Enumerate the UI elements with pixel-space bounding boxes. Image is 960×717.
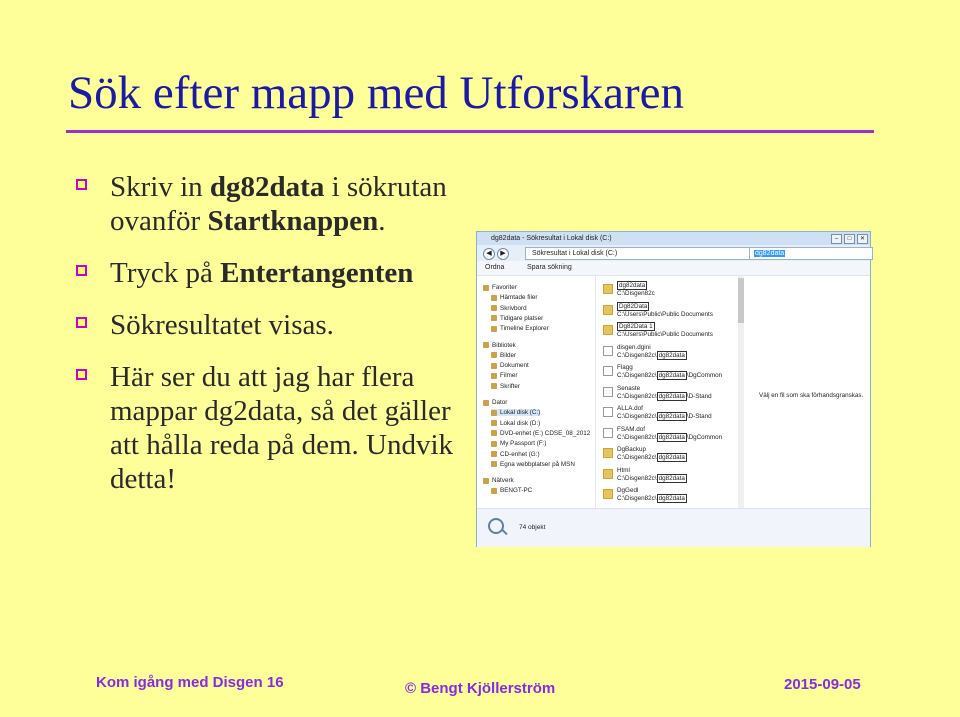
save-search-button[interactable]: Spara sökning	[527, 264, 572, 271]
location-icon	[491, 383, 497, 389]
result-path: \DgCommon	[686, 433, 723, 441]
nav-item-label: Lokal disk (C:)	[500, 409, 541, 417]
bullet-list	[74, 170, 454, 514]
nav-item[interactable]	[491, 352, 516, 359]
location-icon	[491, 305, 497, 311]
result-path: \D-Stand	[686, 413, 712, 420]
result-path: C:\Disgen82c	[617, 290, 655, 297]
location-icon	[491, 441, 497, 447]
result-item[interactable]	[603, 303, 713, 319]
folder-icon	[603, 489, 613, 499]
search-input[interactable]	[749, 247, 873, 260]
location-icon	[491, 430, 497, 436]
location-icon	[491, 326, 497, 332]
result-name: ALLA.dof	[617, 405, 643, 412]
nav-item-label: Bibliotek	[492, 341, 516, 349]
result-text	[617, 467, 687, 483]
result-text	[617, 323, 713, 339]
bullet-item	[74, 256, 454, 290]
forward-button[interactable]: ▶	[497, 248, 509, 260]
result-name: DgBackup	[617, 446, 647, 453]
nav-item[interactable]	[491, 461, 575, 468]
results-scrollbar[interactable]	[738, 276, 744, 508]
result-name: Flagg	[617, 364, 633, 371]
bullet-bold-text: Entertangenten	[220, 257, 414, 289]
nav-item[interactable]	[491, 325, 549, 332]
item-count: 74 objekt	[519, 524, 546, 531]
nav-item-label: Filmer	[500, 372, 518, 380]
result-name: Dg82Data	[619, 302, 648, 310]
nav-section-header[interactable]	[483, 477, 514, 484]
result-item[interactable]	[603, 467, 687, 483]
result-text	[617, 344, 687, 360]
result-name: DgGedl	[617, 487, 639, 494]
window-title: dg82data - Sökresultat i Lokal disk (C:)	[491, 235, 612, 242]
nav-item[interactable]	[491, 430, 590, 437]
title-underline	[66, 130, 874, 133]
result-path: C:\Users\Public\Public Documents	[617, 310, 713, 318]
footer-course: Kom igång med Disgen 16	[96, 674, 284, 691]
nav-item-label: My Passport (F:)	[500, 440, 547, 448]
nav-item-label: Lokal disk (D:)	[500, 419, 541, 427]
result-text	[617, 385, 712, 401]
section-icon	[483, 478, 489, 484]
nav-item-label: Timeline Explorer	[500, 325, 549, 333]
section-icon	[483, 342, 489, 348]
bullet-marker-icon	[76, 369, 87, 380]
nav-item[interactable]	[491, 409, 540, 416]
location-icon	[491, 315, 497, 321]
folder-icon	[603, 448, 613, 458]
location-icon	[491, 410, 497, 416]
nav-item[interactable]	[491, 305, 527, 312]
search-value: dg82data	[755, 250, 785, 257]
result-name: FSAM.dof	[617, 425, 645, 433]
folder-icon	[603, 325, 613, 335]
bullet-text: .	[378, 205, 386, 237]
nav-item-label: Bilder	[500, 351, 517, 359]
result-path: C:\Disgen82c\	[617, 392, 657, 400]
result-path: \DgCommon	[686, 372, 723, 379]
status-bar	[477, 508, 870, 547]
result-name: disgen.dgini	[617, 343, 651, 351]
results-list	[603, 276, 733, 508]
nav-item-label: DVD-enhet (E:) CDSE_08_2012	[500, 429, 591, 437]
result-path: C:\Disgen82c\	[617, 454, 657, 461]
result-name: dg82data	[619, 282, 646, 289]
pane-splitter[interactable]	[595, 276, 596, 508]
file-icon	[603, 366, 613, 376]
result-item[interactable]	[603, 426, 722, 442]
nav-item-label: Dator	[492, 399, 508, 406]
maximize-button[interactable]: □	[844, 234, 855, 244]
result-path: dg82data	[658, 495, 685, 502]
folder-icon	[603, 469, 613, 479]
scrollbar-thumb[interactable]	[738, 278, 744, 323]
file-icon	[603, 428, 613, 438]
location-icon	[491, 295, 497, 301]
window-titlebar	[477, 232, 870, 245]
result-path: dg82data	[658, 351, 685, 359]
nav-item-label: Hämtade filer	[500, 294, 538, 302]
search-icon	[488, 518, 504, 534]
result-name: Dg82Data 1	[619, 323, 653, 330]
result-path: dg82data	[658, 454, 685, 461]
bullet-item	[74, 170, 454, 238]
result-path: \D-Stand	[686, 392, 712, 400]
location-icon	[491, 461, 497, 467]
result-path: C:\Users\Public\Public Documents	[617, 331, 713, 338]
nav-item[interactable]	[491, 372, 518, 379]
slide-title: Sök efter mapp med Utforskaren	[68, 67, 685, 119]
bullet-item	[74, 308, 454, 342]
organize-button[interactable]: Ordna	[485, 264, 505, 271]
result-path: C:\Disgen82c\	[617, 372, 657, 379]
result-item[interactable]	[603, 405, 712, 421]
result-path: dg82data	[658, 372, 685, 379]
bullet-text: i sökrutan ovanför	[110, 171, 447, 237]
bullet-marker-icon	[76, 317, 87, 328]
location-icon	[491, 352, 497, 358]
result-item[interactable]	[603, 364, 722, 380]
nav-item-label: Favoriter	[492, 284, 517, 291]
nav-section-header[interactable]	[483, 284, 517, 291]
footer-copyright: © Bengt Kjöllerström	[405, 680, 556, 697]
window-controls	[831, 234, 868, 244]
nav-item-label: Dokument	[500, 362, 529, 370]
footer-date: 2015-09-05	[784, 676, 861, 693]
file-icon	[603, 387, 613, 397]
result-name: Senaste	[617, 384, 641, 392]
folder-icon	[603, 284, 613, 294]
bullet-text: Sökresultatet visas.	[110, 309, 334, 341]
nav-item[interactable]	[491, 383, 520, 390]
location-icon	[491, 373, 497, 379]
nav-item-label: Tidigare platser	[500, 314, 544, 322]
section-icon	[483, 285, 489, 291]
result-path: dg82data	[658, 474, 685, 482]
result-path: C:\Disgen82c\	[617, 413, 657, 420]
nav-section-header[interactable]	[483, 342, 516, 349]
result-path: dg82data	[658, 433, 685, 441]
folder-icon	[603, 305, 613, 315]
result-text	[617, 426, 722, 442]
close-button[interactable]: ✕	[857, 234, 868, 244]
nav-section-header[interactable]	[483, 399, 507, 406]
result-path: C:\Disgen82c\	[617, 474, 657, 482]
location-icon	[491, 420, 497, 426]
bullet-text: Skriv in	[110, 171, 210, 203]
explorer-window	[476, 231, 871, 547]
result-path: dg82data	[658, 413, 685, 420]
bullet-text: Här ser du att jag har flera mappar dg2data, så det gäller att hålla reda på dem. Undvik detta!	[110, 361, 454, 495]
nav-item[interactable]	[491, 440, 547, 447]
nav-item-label: CD-enhet (G:)	[500, 450, 540, 458]
result-path: dg82data	[658, 392, 685, 400]
bullet-text: Tryck på	[110, 257, 221, 289]
file-icon	[603, 346, 613, 356]
location-icon	[491, 363, 497, 369]
preview-pane-text: Välj en fil som ska förhandsgranskas.	[759, 392, 864, 399]
nav-item[interactable]	[491, 451, 540, 458]
nav-item-label: BENGT-PC	[500, 487, 533, 495]
result-text	[617, 446, 687, 462]
location-icon	[491, 451, 497, 457]
result-path: C:\Disgen82c\	[617, 495, 657, 502]
result-item[interactable]	[603, 323, 713, 339]
nav-item-label: Nätverk	[492, 477, 514, 485]
result-text	[617, 303, 713, 319]
bullet-bold-text: Startknappen	[207, 205, 379, 237]
nav-item-label: Egna webbplatser på MSN	[500, 460, 575, 468]
nav-item[interactable]	[491, 487, 532, 494]
bullet-marker-icon	[76, 179, 87, 190]
result-item[interactable]	[603, 385, 712, 401]
result-text	[617, 405, 712, 421]
result-text	[617, 282, 655, 298]
navigation-pane	[477, 276, 594, 508]
section-icon	[483, 400, 489, 406]
file-icon	[603, 407, 613, 417]
back-button[interactable]: ◀	[483, 248, 495, 260]
address-field[interactable]	[525, 247, 751, 260]
result-path: C:\Disgen82c\	[617, 351, 657, 359]
bullet-bold-text: dg82data	[209, 171, 325, 203]
command-bar	[477, 261, 870, 276]
nav-item-label: Skrivbord	[500, 304, 527, 312]
bullet-marker-icon	[76, 265, 87, 276]
minimize-button[interactable]: –	[831, 234, 842, 244]
nav-item[interactable]	[491, 315, 543, 322]
result-item[interactable]	[603, 344, 687, 360]
nav-item[interactable]	[491, 420, 540, 427]
nav-item[interactable]	[491, 294, 537, 301]
address-bar	[477, 245, 870, 261]
address-text: Sökresultat i Lokal disk (C:)	[532, 250, 618, 257]
result-text	[617, 364, 722, 380]
result-name: Html	[617, 466, 630, 474]
nav-item[interactable]	[491, 362, 529, 369]
result-item[interactable]	[603, 487, 687, 503]
result-path: C:\Disgen82c\	[617, 433, 657, 441]
bullet-item	[74, 360, 454, 496]
result-text	[617, 487, 687, 503]
result-item[interactable]	[603, 446, 687, 462]
nav-item-label: Skrifter	[500, 382, 520, 390]
result-item[interactable]	[603, 282, 655, 298]
location-icon	[491, 488, 497, 494]
